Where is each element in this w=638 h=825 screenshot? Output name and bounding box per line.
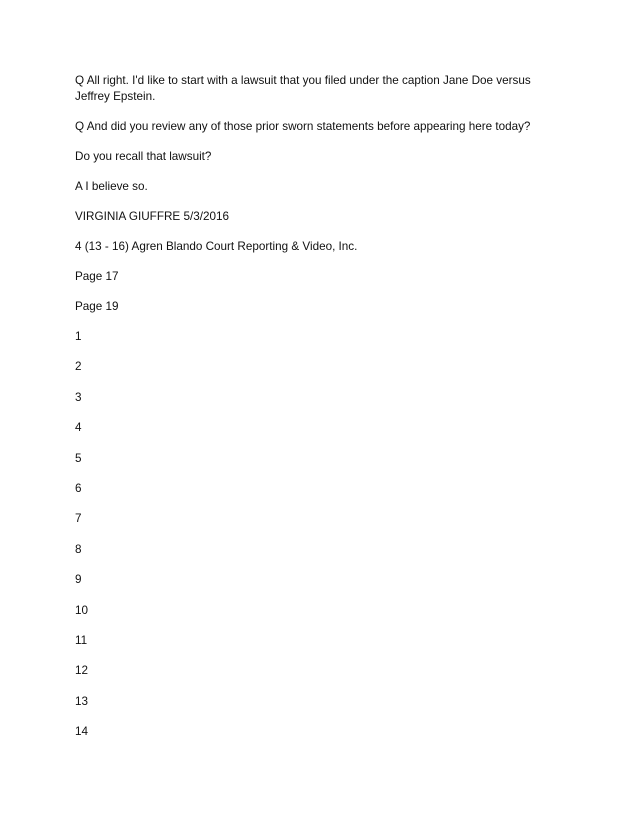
line-number: 2	[75, 360, 82, 374]
line-number: 8	[75, 542, 82, 556]
line-number: 12	[75, 664, 89, 678]
question-recall: Do you recall that lawsuit?	[75, 150, 212, 163]
answer-believe: A I believe so.	[75, 180, 148, 193]
line-number: 6	[75, 481, 82, 495]
line-number: 5	[75, 451, 82, 465]
question-prior-statements: Q And did you review any of those prior sworn statements before appearing here today?	[75, 120, 531, 133]
line-number: 11	[75, 633, 88, 647]
line-number: 4	[75, 421, 82, 435]
page-label-19: Page 19	[75, 300, 119, 313]
line-number: 14	[75, 725, 89, 739]
question-lawsuit: Q All right. I'd like to start with a lawsuit that you filed under the caption Jane Doe versus Jeffrey Epstein.	[75, 74, 531, 103]
line-number: 10	[75, 603, 89, 617]
deponent-header: VIRGINIA GIUFFRE 5/3/2016	[75, 210, 229, 223]
document-page	[75, 73, 555, 754]
line-number: 3	[75, 390, 82, 404]
page-label-17: Page 17	[75, 270, 119, 283]
line-number: 7	[75, 512, 82, 526]
line-number-list	[75, 329, 555, 740]
line-number: 13	[75, 694, 89, 708]
reporter-footer: 4 (13 - 16) Agren Blando Court Reporting & Video, Inc.	[75, 240, 358, 253]
line-number: 9	[75, 573, 82, 587]
line-number: 1	[75, 330, 82, 343]
